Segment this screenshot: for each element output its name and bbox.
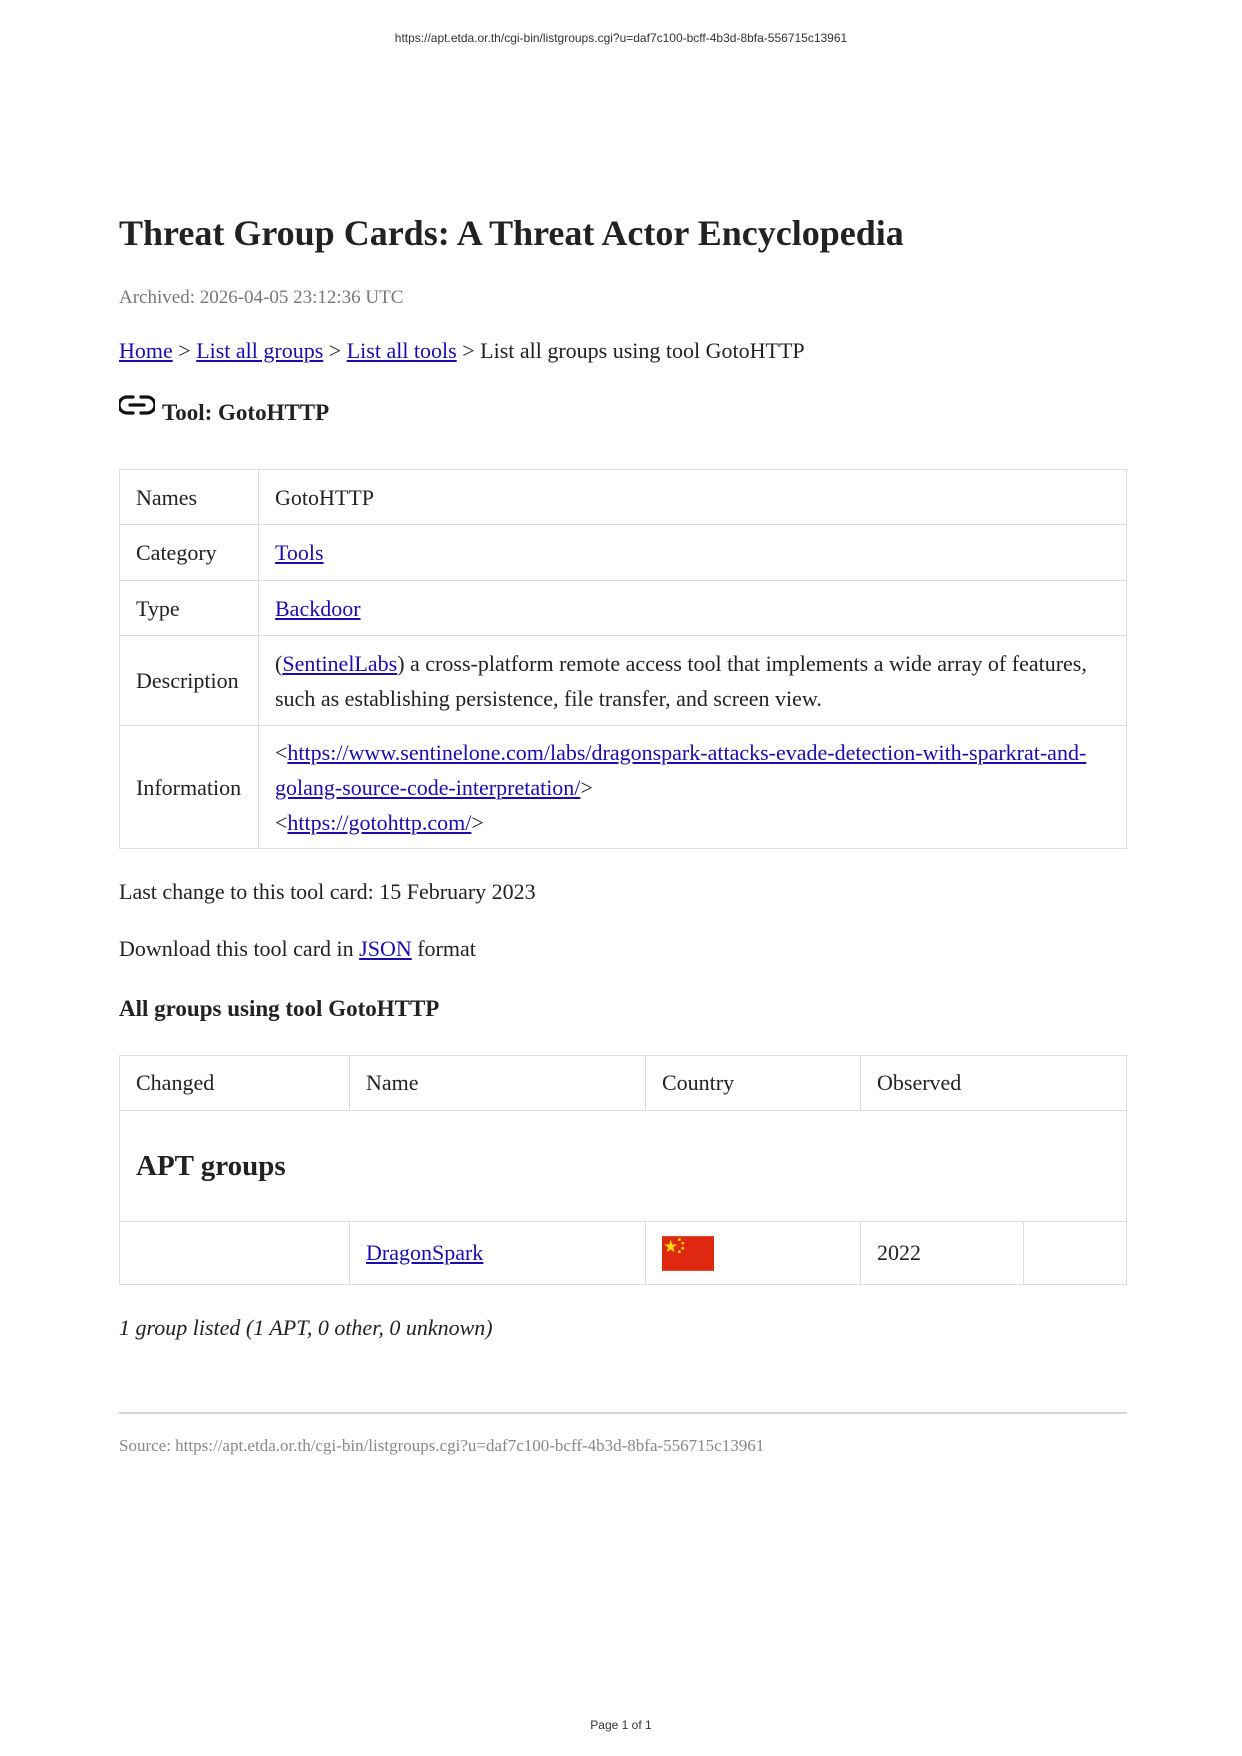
table-row	[120, 1222, 1127, 1285]
column-header-name: Name	[350, 1056, 646, 1111]
breadcrumb-separator: >	[178, 338, 191, 363]
information-value	[259, 726, 1127, 849]
names-value: GotoHTTP	[259, 470, 1127, 525]
sentinelone-article-link[interactable]	[275, 740, 1086, 800]
breadcrumb-groups-link[interactable]: List all groups	[196, 338, 324, 363]
last-change-text: Last change to this tool card: 15 February 2023	[119, 879, 536, 904]
groups-summary: 1 group listed (1 APT, 0 other, 0 unknown)	[119, 1315, 493, 1340]
gotohttp-site-link[interactable]: https://gotohttp.com/	[287, 809, 472, 835]
section-title: APT groups	[120, 1111, 1127, 1222]
breadcrumb-current: List all groups using tool GotoHTTP	[480, 338, 805, 363]
tool-heading-text: Tool: GotoHTTP	[162, 400, 330, 425]
download-line	[119, 936, 476, 962]
tool-row-names	[120, 470, 1127, 525]
information-label: Information	[120, 726, 259, 849]
sentinelone-link-text-2: golang-source-code-interpretation/	[275, 774, 581, 800]
group-changed	[120, 1222, 350, 1285]
info-bracket: >	[580, 774, 593, 800]
groups-heading: All groups using tool GotoHTTP	[119, 996, 440, 1021]
group-name-link[interactable]: DragonSpark	[366, 1240, 484, 1265]
group-observed: 2022	[861, 1222, 1024, 1285]
category-link[interactable]: Tools	[275, 540, 324, 565]
breadcrumb	[119, 338, 805, 364]
info-bracket: >	[471, 809, 484, 835]
type-link[interactable]: Backdoor	[275, 595, 361, 621]
sentinelone-link-text-1: https://www.sentinelone.com/labs/dragonspark-attacks-evade-detection-with-sparkrat-and-	[287, 739, 1087, 765]
groups-header-row	[120, 1056, 1127, 1111]
download-suffix: format	[417, 936, 476, 961]
page-number: Page 1 of 1	[590, 1718, 652, 1732]
source-url: Source: https://apt.etda.or.th/cgi-bin/listgroups.cgi?u=daf7c100-bcff-4b3d-8bfa-556715c13961	[119, 1436, 765, 1455]
sentinellabs-link[interactable]: SentinelLabs	[282, 650, 398, 676]
tool-info-table	[119, 469, 1127, 849]
tool-row-information	[120, 726, 1127, 849]
archived-timestamp: Archived: 2026-04-05 23:12:36 UTC	[119, 287, 404, 308]
type-label: Type	[120, 581, 259, 636]
description-value	[259, 636, 1127, 726]
column-header-observed: Observed	[861, 1056, 1127, 1111]
divider	[119, 1412, 1127, 1414]
breadcrumb-home-link[interactable]: Home	[119, 338, 173, 363]
category-cell	[259, 525, 1127, 581]
breadcrumb-tools-link[interactable]: List all tools	[346, 338, 457, 363]
group-country-cell	[646, 1222, 861, 1285]
print-header-url: https://apt.etda.or.th/cgi-bin/listgroups.cgi?u=daf7c100-bcff-4b3d-8bfa-556715c13961	[394, 31, 848, 45]
type-cell	[259, 581, 1127, 636]
column-header-changed: Changed	[120, 1056, 350, 1111]
tool-heading	[119, 400, 329, 426]
description-label: Description	[120, 636, 259, 726]
json-download-link[interactable]: JSON	[359, 936, 412, 961]
page-title: Threat Group Cards: A Threat Actor Encyclopedia	[119, 213, 904, 253]
china-flag-icon	[662, 1236, 714, 1271]
description-text: ) a cross-platform remote access tool that implements a wide array of features, such as establishing persistence, file transfer, and screen view.	[275, 650, 1087, 711]
link-icon	[119, 394, 155, 416]
group-extra-cell	[1024, 1222, 1127, 1285]
info-bracket: <	[275, 809, 288, 835]
description-paren: (	[275, 650, 283, 676]
groups-table	[119, 1055, 1127, 1285]
download-prefix: Download this tool card in	[119, 936, 354, 961]
names-label: Names	[120, 470, 259, 525]
category-label: Category	[120, 525, 259, 581]
group-name-cell	[350, 1222, 646, 1285]
info-bracket: <	[275, 739, 288, 765]
tool-row-description	[120, 636, 1127, 726]
column-header-country: Country	[646, 1056, 861, 1111]
breadcrumb-separator: >	[328, 338, 342, 363]
tool-row-category	[120, 525, 1127, 581]
section-row	[120, 1111, 1127, 1222]
tool-row-type	[120, 581, 1127, 636]
breadcrumb-separator: >	[462, 338, 475, 363]
